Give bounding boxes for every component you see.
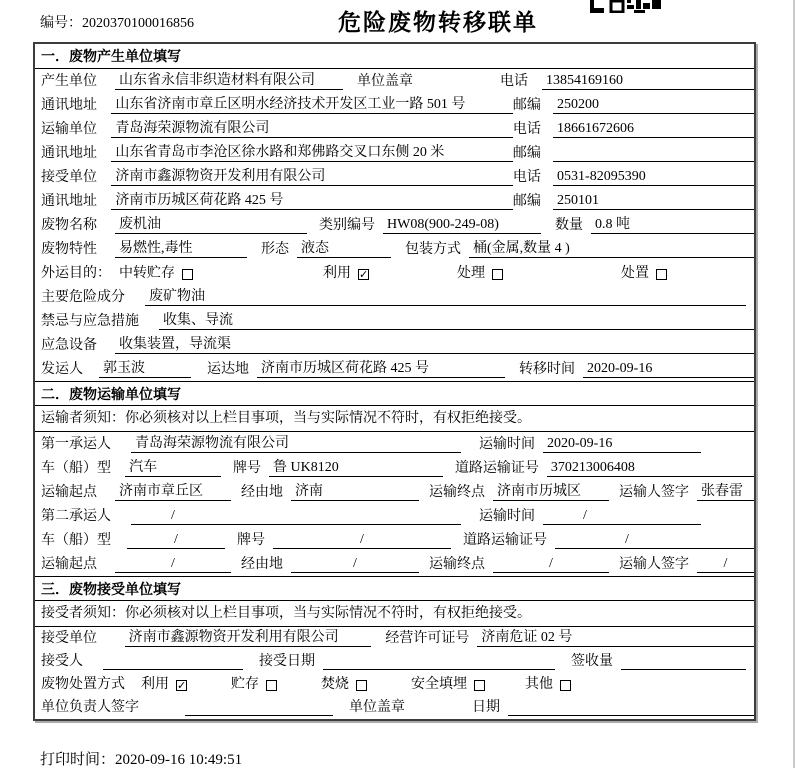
via2-value: / [291,556,419,573]
equipment-value: 收集装置，导流渠 [115,333,754,354]
received-amount-label: 签收量 [571,654,613,669]
phone-label: 电话 [500,74,528,89]
receiver-value: 济南市鑫源物资开发利用有限公司 [111,165,512,186]
sign-date-value [508,699,754,716]
receiver-address-value: 济南市历城区荷花路 425 号 [111,189,512,210]
hazard-label: 主要危险成分 [41,290,125,305]
option-label: 处置 [621,266,649,281]
checkbox-disposal-utilize[interactable]: ✓ [177,679,187,692]
form-state-label: 形态 [261,242,289,257]
address-label: 通讯地址 [41,194,97,209]
receiving-person-label: 接受人 [41,654,83,669]
carrier-sign2-value: / [697,556,754,573]
receiving-unit-value: 济南市鑫源物资开发利用有限公司 [125,626,372,647]
row-route2 [35,552,754,576]
receiving-unit-label: 接受单位 [41,631,97,646]
row-receiver-address [35,189,754,213]
responsible-sign-value [185,699,333,716]
plate2-label: 牌号 [237,533,265,548]
carrier-sign2-label: 运输人签字 [619,557,689,572]
unit-seal-label: 单位盖章 [357,74,413,89]
row-producer-unit [35,69,754,93]
receiving-date-label: 接受日期 [259,654,315,669]
receiver-notice: 接受者须知：你必须核对以上栏目事项，当与实际情况不符时，有权拒绝接受。 [35,601,754,627]
form-title: 危险废物转移联单 [338,9,538,35]
road-license1-label: 道路运输证号 [454,461,539,476]
taboo-value: 收集、导流 [159,309,754,330]
transport-time1-label: 运输时间 [479,437,535,452]
receiver-label: 接受单位 [41,170,97,185]
row-second-carrier [35,504,754,528]
option-label: 其他 [525,677,553,692]
phone-label: 电话 [512,122,541,137]
vehicle2-label: 车（船）型 [41,533,111,548]
origin2-value: / [115,556,231,573]
zip-label: 邮编 [512,98,541,113]
checkbox-dispose[interactable] [656,269,667,280]
checkbox-treat[interactable] [492,269,503,280]
producer-value: 山东省永信非织造材料有限公司 [115,69,343,90]
row-receiving-unit [35,627,754,650]
waste-name-value: 废机油 [115,213,307,234]
option-disposal-landfill [411,673,485,693]
option-disposal-incinerate [321,673,367,693]
producer-phone-value: 13854169160 [542,73,754,90]
shipper-value: 郭玉波 [99,357,191,378]
waste-name-label: 废物名称 [41,218,97,233]
endpoint2-label: 运输终点 [429,557,485,572]
checkbox-disposal-other[interactable] [560,680,571,691]
received-amount-value [621,653,746,670]
row-receiver-unit [35,165,754,189]
origin2-label: 运输起点 [41,557,97,572]
option-label: 利用 [141,677,169,692]
road-license2-value: / [555,532,754,549]
permit-value: 济南危证 02 号 [477,626,754,647]
packaging-label: 包装方式 [405,242,461,257]
receiver-phone-value: 0531-82095390 [553,169,754,186]
plate2-value: / [273,532,451,549]
vehicle1-label: 车（船）型 [41,461,111,476]
checkbox-disposal-incinerate[interactable] [356,680,367,691]
endpoint2-value: / [493,556,609,573]
carrier1-value: 青岛海荣源物流有限公司 [131,432,461,453]
carrier1-label: 第一承运人 [41,437,111,452]
via2-label: 经由地 [241,557,283,572]
quantity-value: 0.8 吨 [591,213,754,234]
print-time-label: 打印时间： [40,752,116,768]
transporter-value: 青岛海荣源物流有限公司 [111,117,512,138]
option-treat [457,262,503,282]
producer-address-value: 山东省济南市章丘区明水经济技术开发区工业一路 501 号 [111,93,512,114]
row-transport-address [35,141,754,165]
transporter-notice: 运输者须知：你必须核对以上栏目事项，当与实际情况不符时，有权拒绝接受。 [35,406,754,432]
manifest-table [33,42,756,721]
vehicle2-value: / [127,532,225,549]
row-vehicle1 [35,456,754,480]
equipment-label: 应急设备 [41,338,97,353]
option-utilize [323,262,369,282]
hazard-value: 废矿物油 [145,285,746,306]
transporter-label: 运输单位 [41,122,97,137]
transport-time2-label: 运输时间 [479,509,535,524]
checkbox-transfer-storage[interactable] [182,269,193,280]
row-transfer-purpose [35,261,754,285]
origin1-value: 济南市章丘区 [115,480,231,501]
option-label: 贮存 [231,677,259,692]
serial-value: 2020370100016856 [82,16,194,31]
address-label: 通讯地址 [41,146,97,161]
serial-label: 编号： [40,16,82,31]
transfer-date-label: 转移时间 [519,362,575,377]
transporter-phone-value: 18661672606 [553,121,754,138]
row-first-carrier [35,432,754,456]
plate1-label: 牌号 [232,461,261,476]
checkbox-utilize[interactable]: ✓ [359,268,369,281]
option-disposal-other [525,673,571,693]
row-route1 [35,480,754,504]
row-disposal-method [35,673,754,696]
receiver-zip-value: 250101 [553,193,754,210]
row-waste-characteristics [35,237,754,261]
taboo-label: 禁忌与应急措施 [41,314,139,329]
permit-label: 经营许可证号 [385,631,470,646]
print-time [40,748,242,768]
transporter-address-value: 山东省青岛市李沧区徐水路和郑佛路交叉口东侧 20 米 [111,141,512,162]
page-right-divider [793,0,795,768]
row-emergency-equipment [35,333,754,357]
section1-header: 一．废物产生单位填写 [35,44,754,69]
unit-seal-label: 单位盖章 [349,700,405,715]
characteristics-label: 废物特性 [41,242,97,257]
checkbox-disposal-storage[interactable] [266,680,277,691]
option-label: 安全填埋 [411,677,467,692]
carrier-sign1-label: 运输人签字 [619,485,689,500]
form-state-value: 液态 [297,237,391,258]
option-label: 中转贮存 [119,266,175,281]
row-hazard-component [35,285,754,309]
destination-value: 济南市历城区荷花路 425 号 [257,357,505,378]
quantity-label: 数量 [555,218,583,233]
row-taboo-measures [35,309,754,333]
row-shipper [35,357,754,381]
zip-label: 邮编 [512,146,541,161]
row-receiving-person [35,650,754,673]
via1-label: 经由地 [241,485,283,500]
plate1-value: 鲁 UK8120 [269,456,443,477]
destination-label: 运达地 [207,362,249,377]
transport-time2-value: / [543,508,701,525]
carrier2-value: / [131,508,461,525]
road-license2-label: 道路运输证号 [463,533,547,548]
vehicle1-value: 汽车 [125,456,221,477]
address-label: 通讯地址 [41,98,97,113]
section2-header: 二．废物运输单位填写 [35,381,754,406]
producer-zip-value: 250200 [553,97,754,114]
row-responsible-signature [35,696,754,719]
section3-header: 三．废物接受单位填写 [35,576,754,601]
zip-label: 邮编 [512,194,541,209]
option-transfer-storage [119,262,193,282]
endpoint1-label: 运输终点 [429,485,485,500]
purpose-label: 外运目的： [41,266,111,281]
responsible-sign-label: 单位负责人签字 [41,700,139,715]
producer-label: 产生单位 [41,74,97,89]
characteristics-value: 易燃性,毒性 [115,237,247,258]
transfer-date-value: 2020-09-16 [583,361,754,378]
endpoint1-value: 济南市历城区 [493,480,609,501]
print-time-value: 2020-09-16 10:49:51 [115,752,243,768]
road-license1-value: 370213006408 [547,460,754,477]
checkbox-disposal-landfill[interactable] [474,680,485,691]
row-waste-name [35,213,754,237]
row-producer-address [35,93,754,117]
row-vehicle2 [35,528,754,552]
via1-value: 济南 [291,480,419,501]
shipper-label: 发运人 [41,362,83,377]
option-label: 利用 [323,266,351,281]
sign-date-label: 日期 [472,700,500,715]
origin1-label: 运输起点 [41,485,97,500]
carrier2-label: 第二承运人 [41,509,111,524]
category-value: HW08(900-249-08) [383,217,541,234]
transport-time1-value: 2020-09-16 [543,436,701,453]
receiving-date-value [323,653,555,670]
carrier-sign1-value: 张春雷 [697,480,754,501]
phone-label: 电话 [512,170,541,185]
receiving-person-value [103,653,243,670]
option-disposal-storage [231,673,277,693]
option-label: 焚烧 [321,677,349,692]
option-disposal-utilize [141,673,187,693]
option-label: 处理 [457,266,485,281]
packaging-value: 桶(金属,数量 4 ) [469,237,754,258]
option-dispose [621,262,667,282]
category-label: 类别编号 [319,218,375,233]
row-transport-unit [35,117,754,141]
transporter-zip-value [553,145,754,162]
disposal-label: 废物处置方式 [41,677,125,692]
